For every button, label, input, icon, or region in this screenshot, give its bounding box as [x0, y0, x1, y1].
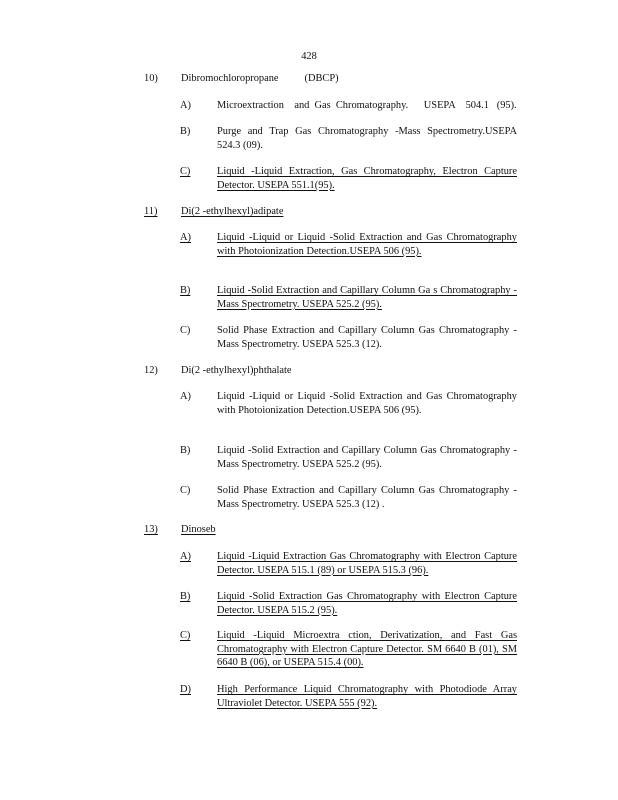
- item-number: 13): [144, 524, 158, 535]
- subitem-text: Liquid -Liquid or Liquid -Solid Extraction and Gas Chromatography with Photoionization Detection.USEPA 506 (95).: [217, 232, 517, 257]
- subitem-letter: A): [180, 391, 191, 402]
- page-number: 428: [301, 51, 317, 62]
- subitem-letter: C): [180, 166, 191, 177]
- subitem-letter: B): [180, 285, 191, 296]
- subitem-text: Liquid -Liquid Microextra ction, Derivatization, and Fast Gas Chromatography with Electron Capture Detector. SM 6640 B (01), SM 6640 B (06), or USEPA 515.4 (00).: [217, 630, 517, 669]
- subitem-text: Liquid -Solid Extraction and Capillary Column Gas Chromatography -Mass Spectrometry. USEPA 525.2 (95).: [217, 445, 517, 470]
- item-number: 11): [144, 206, 158, 217]
- subitem-letter: A): [180, 232, 191, 243]
- item-title: Di(2 -ethylhexyl)adipate: [181, 206, 284, 217]
- subitem-text: Liquid -Liquid Extraction, Gas Chromatography, Electron Capture Detector. USEPA 551.1(95).: [217, 166, 517, 191]
- subitem-letter: B): [180, 445, 191, 456]
- subitem-text: Solid Phase Extraction and Capillary Column Gas Chromatography -Mass Spectrometry. USEPA 525.3 (12) .: [217, 485, 517, 510]
- subitem-text: Liquid -Liquid Extraction Gas Chromatography with Electron Capture Detector. USEPA 515.1 (89) or USEPA 515.3 (96).: [217, 551, 517, 576]
- subitem-text: Microextraction and Gas Chromatography. USEPA 504.1 (95).: [217, 100, 517, 111]
- subitem-text: Solid Phase Extraction and Capillary Column Gas Chromatography -Mass Spectrometry. USEPA 525.3 (12).: [217, 325, 517, 350]
- subitem-text: Liquid -Liquid or Liquid -Solid Extraction and Gas Chromatography with Photoionization Detection.USEPA 506 (95).: [217, 391, 517, 416]
- subitem-letter: B): [180, 591, 191, 602]
- item-number: 10): [144, 73, 158, 84]
- subitem-letter: C): [180, 485, 191, 496]
- subitem-letter: A): [180, 100, 191, 111]
- item-title: Dinoseb: [181, 524, 216, 535]
- subitem-letter: B): [180, 126, 191, 137]
- item-number: 12): [144, 365, 158, 376]
- subitem-letter: C): [180, 325, 191, 336]
- subitem-text: Liquid -Solid Extraction and Capillary Column Ga s Chromatography -Mass Spectrometry. USEPA 525.2 (95).: [217, 285, 517, 310]
- subitem-letter: A): [180, 551, 191, 562]
- subitem-text: Liquid -Solid Extraction Gas Chromatography with Electron Capture Detector. USEPA 515.2 (95).: [217, 591, 517, 616]
- item-title: Dibromochloropropane (DBCP): [181, 73, 339, 84]
- subitem-text: Purge and Trap Gas Chromatography -Mass Spectrometry.USEPA 524.3 (09).: [217, 126, 517, 151]
- subitem-letter: D): [180, 684, 191, 695]
- subitem-text: High Performance Liquid Chromatography with Photodiode Array Ultraviolet Detector. USEPA 555 (92).: [217, 684, 517, 709]
- item-title: Di(2 -ethylhexyl)phthalate: [181, 365, 292, 376]
- subitem-letter: C): [180, 630, 191, 641]
